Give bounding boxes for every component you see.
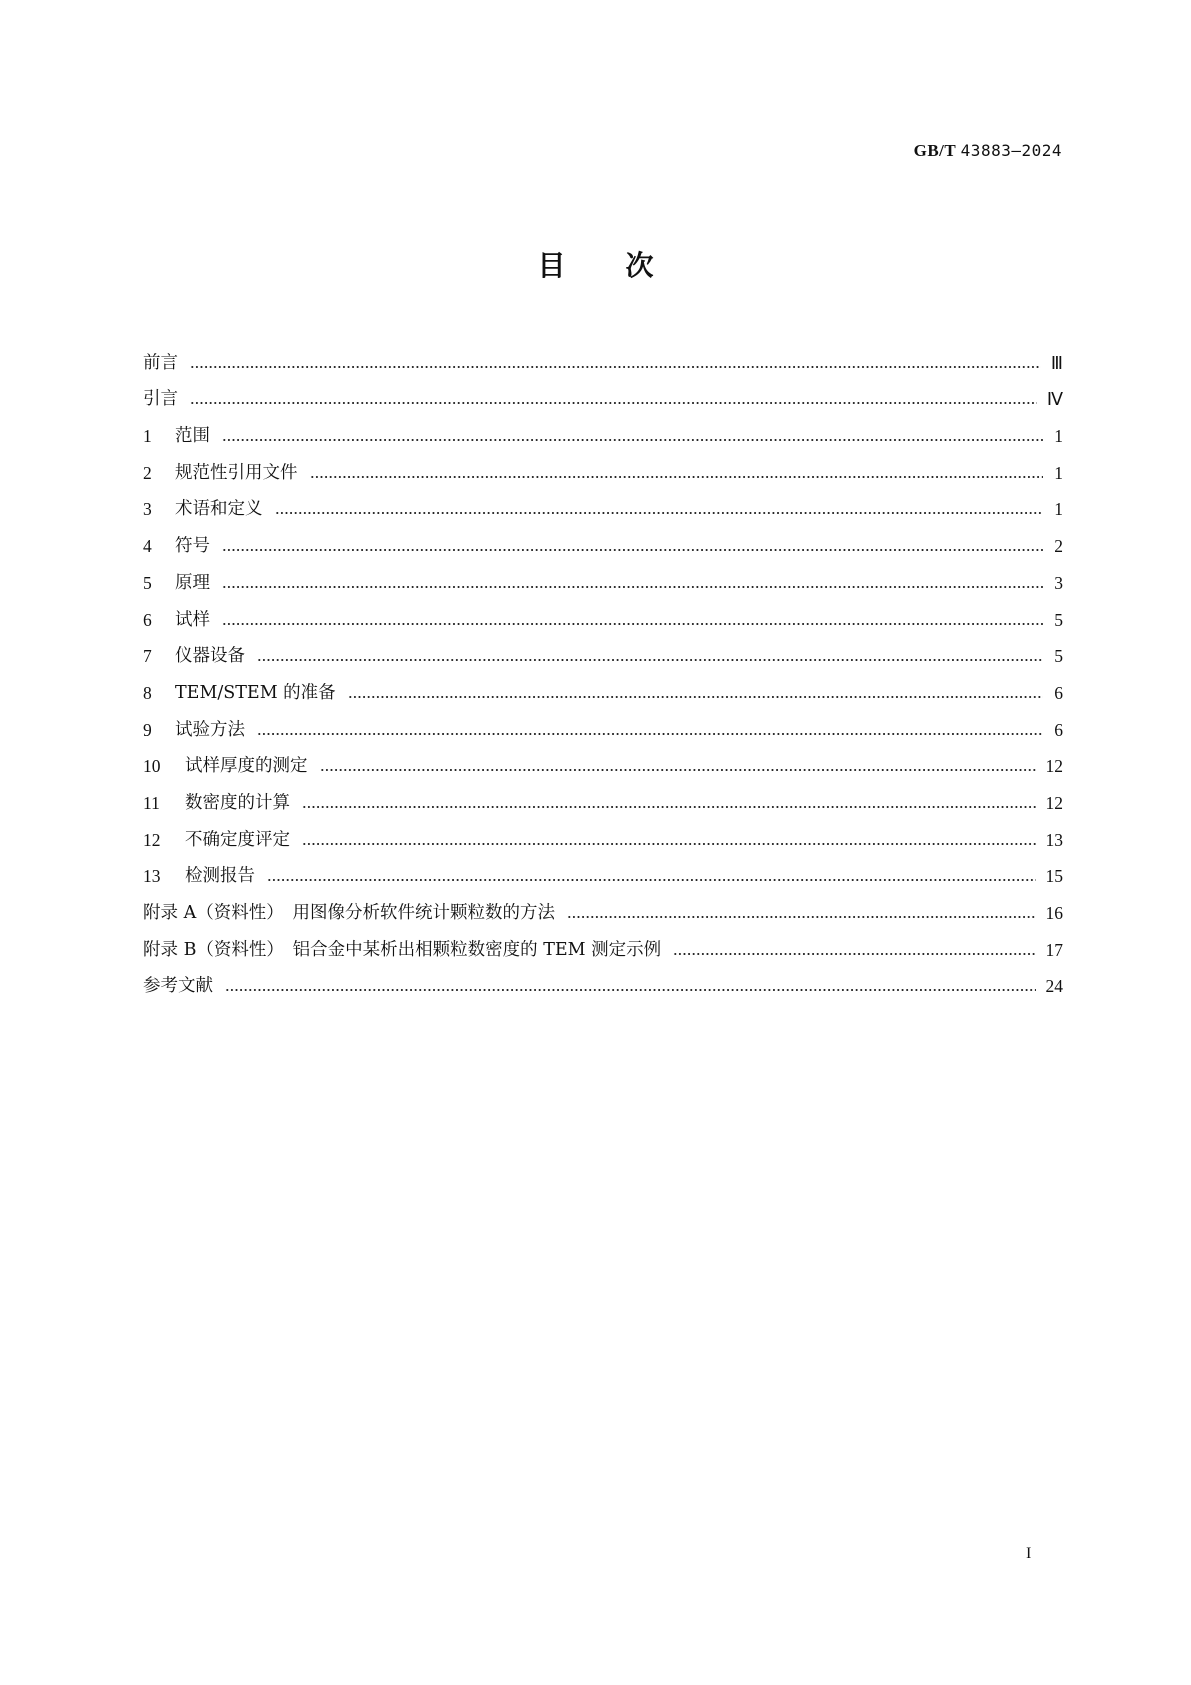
standard-number: 43883—2024 [960,141,1062,160]
toc-entry-page: 17 [1045,939,1063,960]
toc-entry[interactable] [143,744,1063,781]
toc-entry-label: 附录 A（资料性） 用图像分析软件统计颗粒数的方法 [143,903,555,923]
dot-leader [310,476,1044,478]
toc-entry[interactable] [143,780,1063,817]
dot-leader [222,439,1043,441]
dot-leader [257,733,1043,735]
toc-entry-number: 12 [143,829,161,850]
title-char: 目 [537,249,566,282]
dot-leader [275,512,1044,514]
toc-entry-label: 参考文献 [143,976,213,997]
toc-entry-label: 试验方法 [175,719,245,740]
toc-entry-page: 3 [1054,572,1063,593]
dot-leader [302,843,1036,845]
toc-entry-number: 8 [143,682,152,703]
toc-entry[interactable] [143,560,1063,597]
toc-entry-label: 范围 [175,426,210,447]
toc-entry[interactable] [143,597,1063,634]
toc-entry-label: 检测报告 [185,866,255,887]
table-of-contents [143,340,1063,1000]
toc-entry-page: 1 [1054,462,1063,483]
toc-entry-page: 12 [1045,756,1063,777]
toc-entry-number: 11 [143,792,160,813]
toc-entry-page: 6 [1054,682,1063,703]
dot-leader [190,366,1041,368]
toc-entry[interactable] [143,523,1063,560]
toc-entry-number: 7 [143,646,152,667]
toc-entry-label: 引言 [143,389,178,410]
toc-entry-label: 附录 B（资料性） 铝合金中某析出相颗粒数密度的 TEM 测定示例 [143,939,662,960]
toc-entry-page: 1 [1054,499,1063,520]
toc-entry[interactable] [143,854,1063,891]
toc-entry-label: 数密度的计算 [185,792,290,813]
toc-entry-number: 10 [143,756,161,777]
dot-leader [222,586,1043,588]
toc-entry-page: Ⅳ [1046,389,1063,410]
page-number: I [1026,1545,1032,1562]
dot-leader [222,549,1043,551]
toc-entry-page: 1 [1054,426,1063,447]
standard-prefix: GB/T [913,141,956,160]
toc-entry[interactable] [143,450,1063,487]
toc-entry-label: 规范性引用文件 [175,462,298,483]
toc-entry[interactable] [143,487,1063,524]
toc-entry-number: 2 [143,462,152,483]
dot-leader [320,769,1036,771]
toc-entry-label: 试样 [175,609,210,630]
toc-entry-page: 13 [1045,829,1063,850]
toc-entry[interactable] [143,817,1063,854]
toc-entry-page: 24 [1045,976,1063,997]
toc-entry-page: 6 [1054,719,1063,740]
toc-entry-label: 前言 [143,352,178,373]
toc-entry[interactable] [143,707,1063,744]
toc-entry-page: Ⅲ [1050,352,1063,373]
toc-entry-label: 仪器设备 [175,646,245,667]
title-char: 次 [625,249,654,282]
toc-entry[interactable] [143,377,1063,414]
dot-leader [267,879,1036,881]
toc-entry-number: 1 [143,426,152,447]
toc-entry-number: 5 [143,572,152,593]
toc-entry-number: 13 [143,866,161,887]
toc-entry[interactable] [143,890,1063,927]
toc-entry-label: 试样厚度的测定 [185,756,308,777]
toc-entry-label: 符号 [175,536,210,557]
toc-entry[interactable] [143,964,1063,1001]
dot-leader [257,659,1043,661]
dot-leader [567,916,1036,918]
toc-entry-number: 6 [143,609,152,630]
toc-entry-label: TEM/STEM 的准备 [175,682,336,703]
dot-leader [190,402,1037,404]
toc-entry-page: 2 [1054,536,1063,557]
toc-entry[interactable] [143,634,1063,671]
toc-entry-number: 3 [143,499,152,520]
toc-entry-label: 原理 [175,572,210,593]
toc-entry-page: 15 [1045,866,1063,887]
toc-entry-page: 12 [1045,792,1063,813]
toc-entry-label: 术语和定义 [175,499,263,520]
toc-entry-number: 4 [143,536,152,557]
dot-leader [348,696,1043,698]
standard-code [914,141,1062,161]
toc-entry-page: 16 [1045,903,1063,923]
toc-entry[interactable] [143,340,1063,377]
toc-entry[interactable] [143,413,1063,450]
toc-entry-number: 9 [143,719,152,740]
dot-leader [302,806,1036,808]
page-title [0,244,1191,284]
dot-leader [673,953,1035,955]
toc-entry-label: 不确定度评定 [185,829,290,850]
toc-entry[interactable] [143,670,1063,707]
toc-entry-page: 5 [1054,646,1063,667]
dot-leader [222,623,1043,625]
dot-leader [225,989,1036,991]
toc-entry[interactable] [143,927,1063,964]
toc-entry-page: 5 [1054,609,1063,630]
